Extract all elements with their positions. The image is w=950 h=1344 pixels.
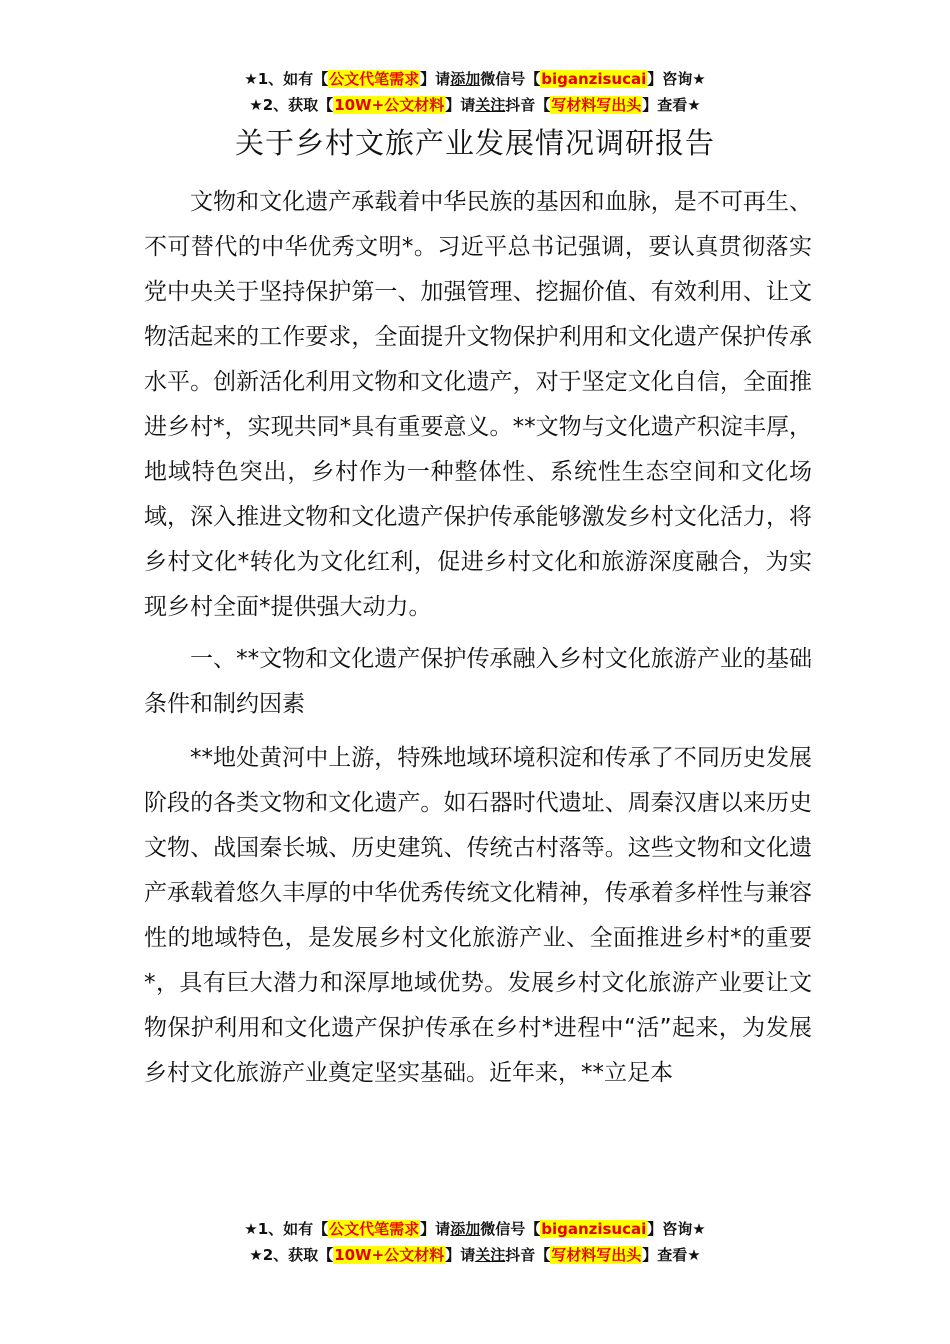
highlight-text: 10W+公文材料 [334,96,445,114]
promo-line-1 [0,66,950,92]
highlight-text: 公文代笔需求 [329,1220,420,1238]
promo-text: 】查看★ [642,96,701,114]
promo-text: 微信号【 [480,1220,541,1238]
wechat-id-highlight: biganzisucai [541,1220,647,1238]
promo-text: 】请 [445,1246,476,1264]
promo-text: 】查看★ [642,1246,701,1264]
section-heading: 一、**文物和文化遗产保护传承融入乡村文化旅游产业的基础条件和制约因素 [144,646,812,717]
promo-text: 】请 [420,1220,451,1238]
douyin-id-highlight: 写材料写出头 [551,1246,642,1264]
underlined-text: 关注 [475,1246,506,1264]
wechat-id-highlight: biganzisucai [541,70,647,88]
document-title: 关于乡村文旅产业发展情况调研报告 [234,126,715,160]
promo-line-1 [0,1216,950,1242]
promo-text: ★1、如有【 [244,70,329,88]
document-body [144,180,812,1103]
promo-banner-top [0,66,950,118]
promo-text: 抖音【 [505,1246,551,1264]
promo-line-2 [0,1242,950,1268]
highlight-text: 公文代笔需求 [329,70,420,88]
underlined-text: 添加 [450,70,481,88]
douyin-id-highlight: 写材料写出头 [551,96,642,114]
promo-text: 】咨询★ [647,1220,706,1238]
body-paragraph: 文物和文化遗产承载着中华民族的基因和血脉，是不可再生、不可替代的中华优秀文明*。习近平总书记强调，要认真贯彻落实党中央关于坚持保护第一、加强管理、挖掘价值、有效利用、让文物活起来的工作要求，全面提升文物保护利用和文化遗产保护传承水平。创新活化利用文物和文化遗产，对于坚定文化自信，全面推进乡村*，实现共同*具有重要意义。**文物与文化遗产积淀丰厚，地域特色突出，乡村作为一种整体性、系统性生态空间和文化场域，深入推进文物和文化遗产保护传承能够激发乡村文化活力，将乡村文化*转化为文化红利，促进乡村文化和旅游深度融合，为实现乡村全面*提供强大动力。 [144,189,812,620]
promo-text: ★2、获取【 [249,96,334,114]
promo-text: 微信号【 [480,70,541,88]
promo-line-2 [0,92,950,118]
underlined-text: 添加 [450,1220,481,1238]
promo-text: 】请 [445,96,476,114]
promo-text: ★2、获取【 [249,1246,334,1264]
promo-banner-bottom [0,1216,950,1268]
highlight-text: 10W+公文材料 [334,1246,445,1264]
promo-text: ★1、如有【 [244,1220,329,1238]
promo-text: 抖音【 [505,96,551,114]
body-paragraph: **地处黄河中上游，特殊地域环境积淀和传承了不同历史发展阶段的各类文物和文化遗产。如石器时代遗址、周秦汉唐以来历史文物、战国秦长城、历史建筑、传统古村落等。这些文物和文化遗产承载着悠久丰厚的中华优秀传统文化精神，传承着多样性与兼容性的地域特色，是发展乡村文化旅游产业、全面推进乡村*的重要*，具有巨大潜力和深厚地域优势。发展乡村文化旅游产业要让文物保护利用和文化遗产保护传承在乡村*进程中“活”起来，为发展乡村文化旅游产业奠定坚实基础。近年来，**立足本 [144,745,812,1086]
underlined-text: 关注 [475,96,506,114]
promo-text: 】请 [420,70,451,88]
promo-text: 】咨询★ [647,70,706,88]
